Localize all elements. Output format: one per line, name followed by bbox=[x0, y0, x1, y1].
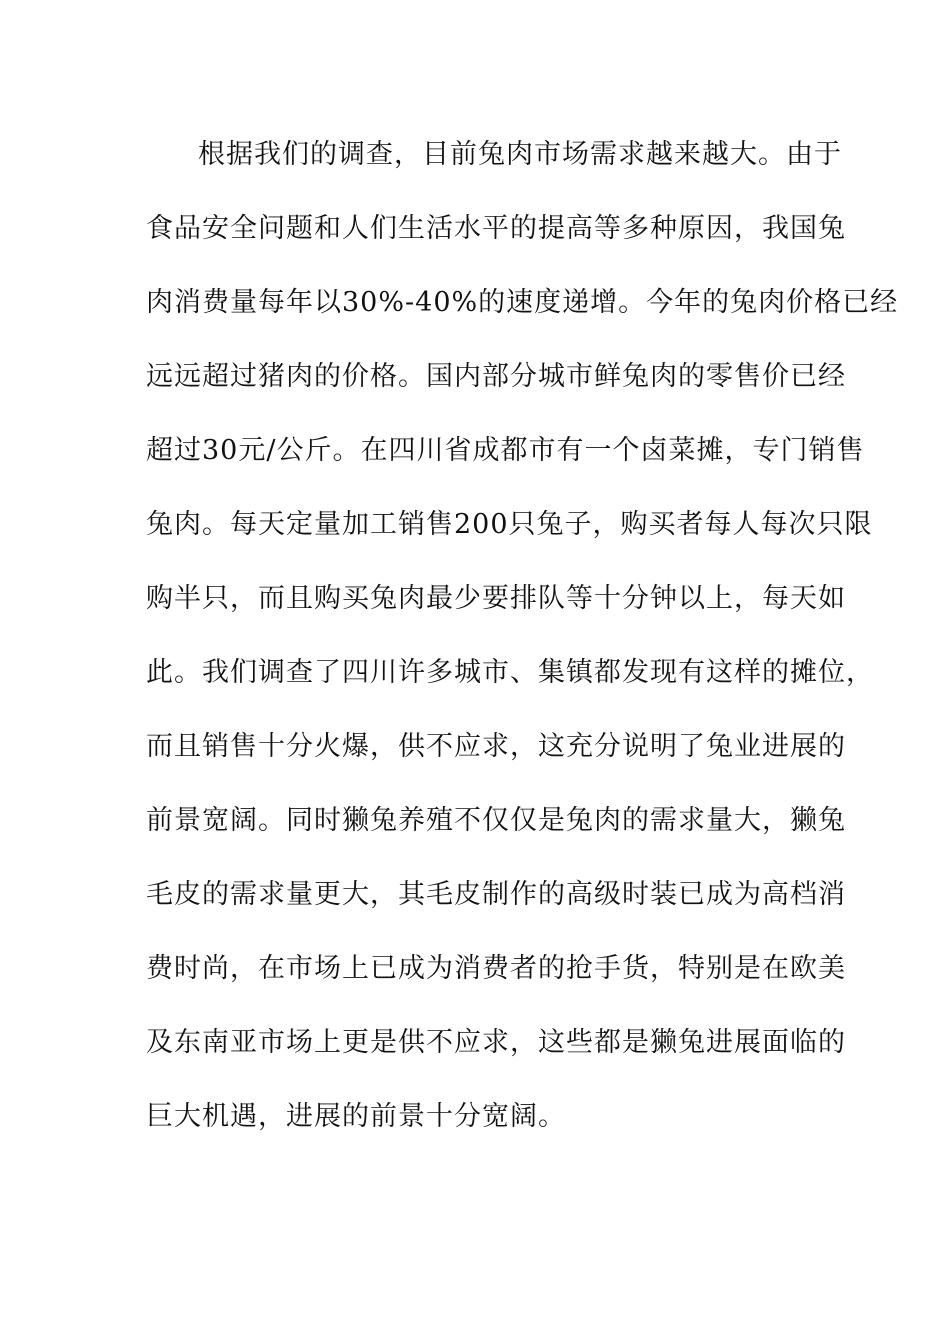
paragraph-line-3: 肉消费量每年以30%-40%的速度递增。今年的兔肉价格已经 bbox=[146, 287, 899, 318]
paragraph-line-7: 购半只，而且购买兔肉最少要排队等十分钟以上，每天如 bbox=[146, 583, 846, 614]
paragraph-line-12: 费时尚，在市场上已成为消费者的抢手货，特别是在欧美 bbox=[146, 953, 846, 984]
paragraph-line-10: 前景宽阔。同时獭兔养殖不仅仅是兔肉的需求量大，獭兔 bbox=[146, 805, 846, 836]
paragraph-line-1: 根据我们的调查，目前兔肉市场需求越来越大。由于 bbox=[198, 139, 842, 170]
paragraph-line-4: 远远超过猪肉的价格。国内部分城市鲜兔肉的零售价已经 bbox=[146, 361, 846, 392]
paragraph-line-14: 巨大机遇，进展的前景十分宽阔。 bbox=[146, 1101, 566, 1132]
paragraph-line-6: 兔肉。每天定量加工销售200只兔子，购买者每人每次只限 bbox=[146, 509, 873, 540]
paragraph-line-8: 此。我们调查了四川许多城市、集镇都发现有这样的摊位， bbox=[146, 657, 874, 688]
paragraph-line-5: 超过30元/公斤。在四川省成都市有一个卤菜摊，专门销售 bbox=[146, 435, 865, 466]
body-paragraph bbox=[146, 132, 899, 1168]
paragraph-line-9: 而且销售十分火爆，供不应求，这充分说明了兔业进展的 bbox=[146, 731, 846, 762]
paragraph-line-2: 食品安全问题和人们生活水平的提高等多种原因，我国兔 bbox=[146, 213, 846, 244]
paragraph-line-11: 毛皮的需求量更大，其毛皮制作的高级时装已成为高档消 bbox=[146, 879, 846, 910]
paragraph-line-13: 及东南亚市场上更是供不应求，这些都是獭兔进展面临的 bbox=[146, 1027, 846, 1058]
